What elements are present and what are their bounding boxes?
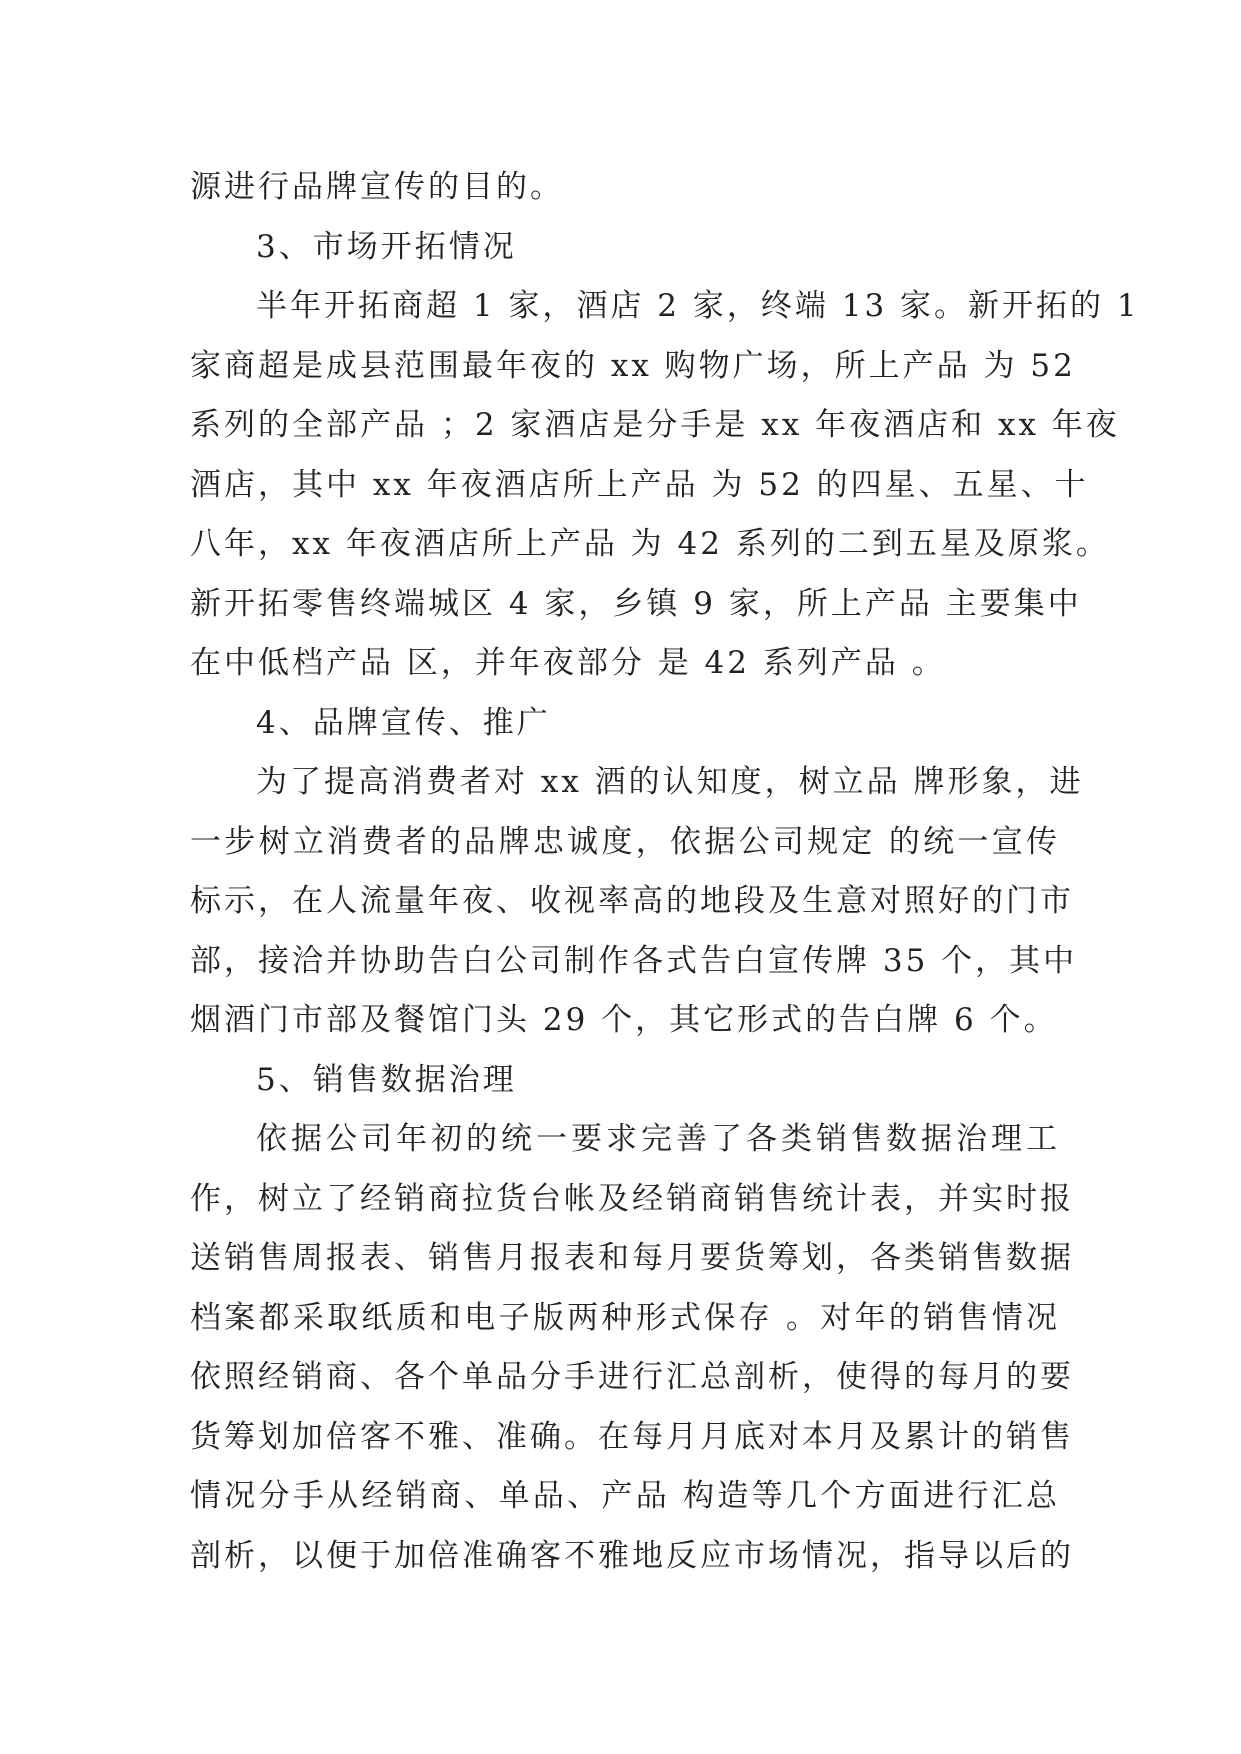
text-line: 家商超是成县范围最年夜的 xx 购物广场，所上产品 为 52	[190, 347, 1076, 384]
text-line: 货筹划加倍客不雅、准确。在每月月底对本月及累计的销售	[190, 1418, 1074, 1455]
document-body	[190, 158, 1140, 1586]
text-line: 依据公司年初的统一要求完善了各类销售数据治理工	[256, 1121, 1060, 1157]
text-line: 依照经销商、各个单品分手进行汇总剖析，使得的每月的要	[190, 1359, 1074, 1395]
text-line: 剖析，以便于加倍准确客不雅地反应市场情况，指导以后的	[190, 1537, 1074, 1574]
text-line: 一步树立消费者的品牌忠诚度，依据公司规定 的统一宣传	[190, 823, 1060, 860]
text-line: 为了提高消费者对 xx 酒的认知度，树立品 牌形象，进	[256, 764, 1084, 800]
text-line: 作，树立了经销商拉货台帐及经销商销售统计表，并实时报	[190, 1180, 1074, 1217]
text-line: 5、销售数据治理	[256, 1061, 517, 1098]
text-line: 标示，在人流量年夜、收视率高的地段及生意对照好的门市	[190, 883, 1074, 919]
text-line: 新开拓零售终端城区 4 家，乡镇 9 家，所上产品 主要集中	[190, 585, 1082, 622]
text-line: 档案都采取纸质和电子版两种形式保存 。对年的销售情况	[190, 1299, 1060, 1336]
text-line: 情况分手从经销商、单品、产品 构造等几个方面进行汇总	[190, 1478, 1060, 1514]
text-line: 酒店，其中 xx 年夜酒店所上产品 为 52 的四星、五星、十	[190, 466, 1089, 503]
text-line: 送销售周报表、销售月报表和每月要货筹划，各类销售数据	[190, 1240, 1074, 1276]
text-line: 在中低档产品 区，并年夜部分 是 42 系列产品 。	[190, 645, 946, 681]
text-line: 源进行品牌宣传的目的。	[190, 169, 564, 205]
text-line: 八年，xx 年夜酒店所上产品 为 42 系列的二到五星及原浆。	[190, 526, 1110, 562]
text-line: 4、品牌宣传、推广	[256, 704, 551, 741]
text-line: 半年开拓商超 1 家，酒店 2 家，终端 13 家。新开拓的 1	[256, 288, 1140, 324]
text-line: 烟酒门市部及餐馆门头 29 个，其它形式的告白牌 6 个。	[190, 1002, 1058, 1038]
text-line: 系列的全部产品 ；2 家酒店是分手是 xx 年夜酒店和 xx 年夜	[190, 407, 1120, 443]
text-line: 部，接洽并协助告白公司制作各式告白宣传牌 35 个，其中	[190, 942, 1078, 979]
text-line: 3、市场开拓情况	[256, 228, 517, 265]
